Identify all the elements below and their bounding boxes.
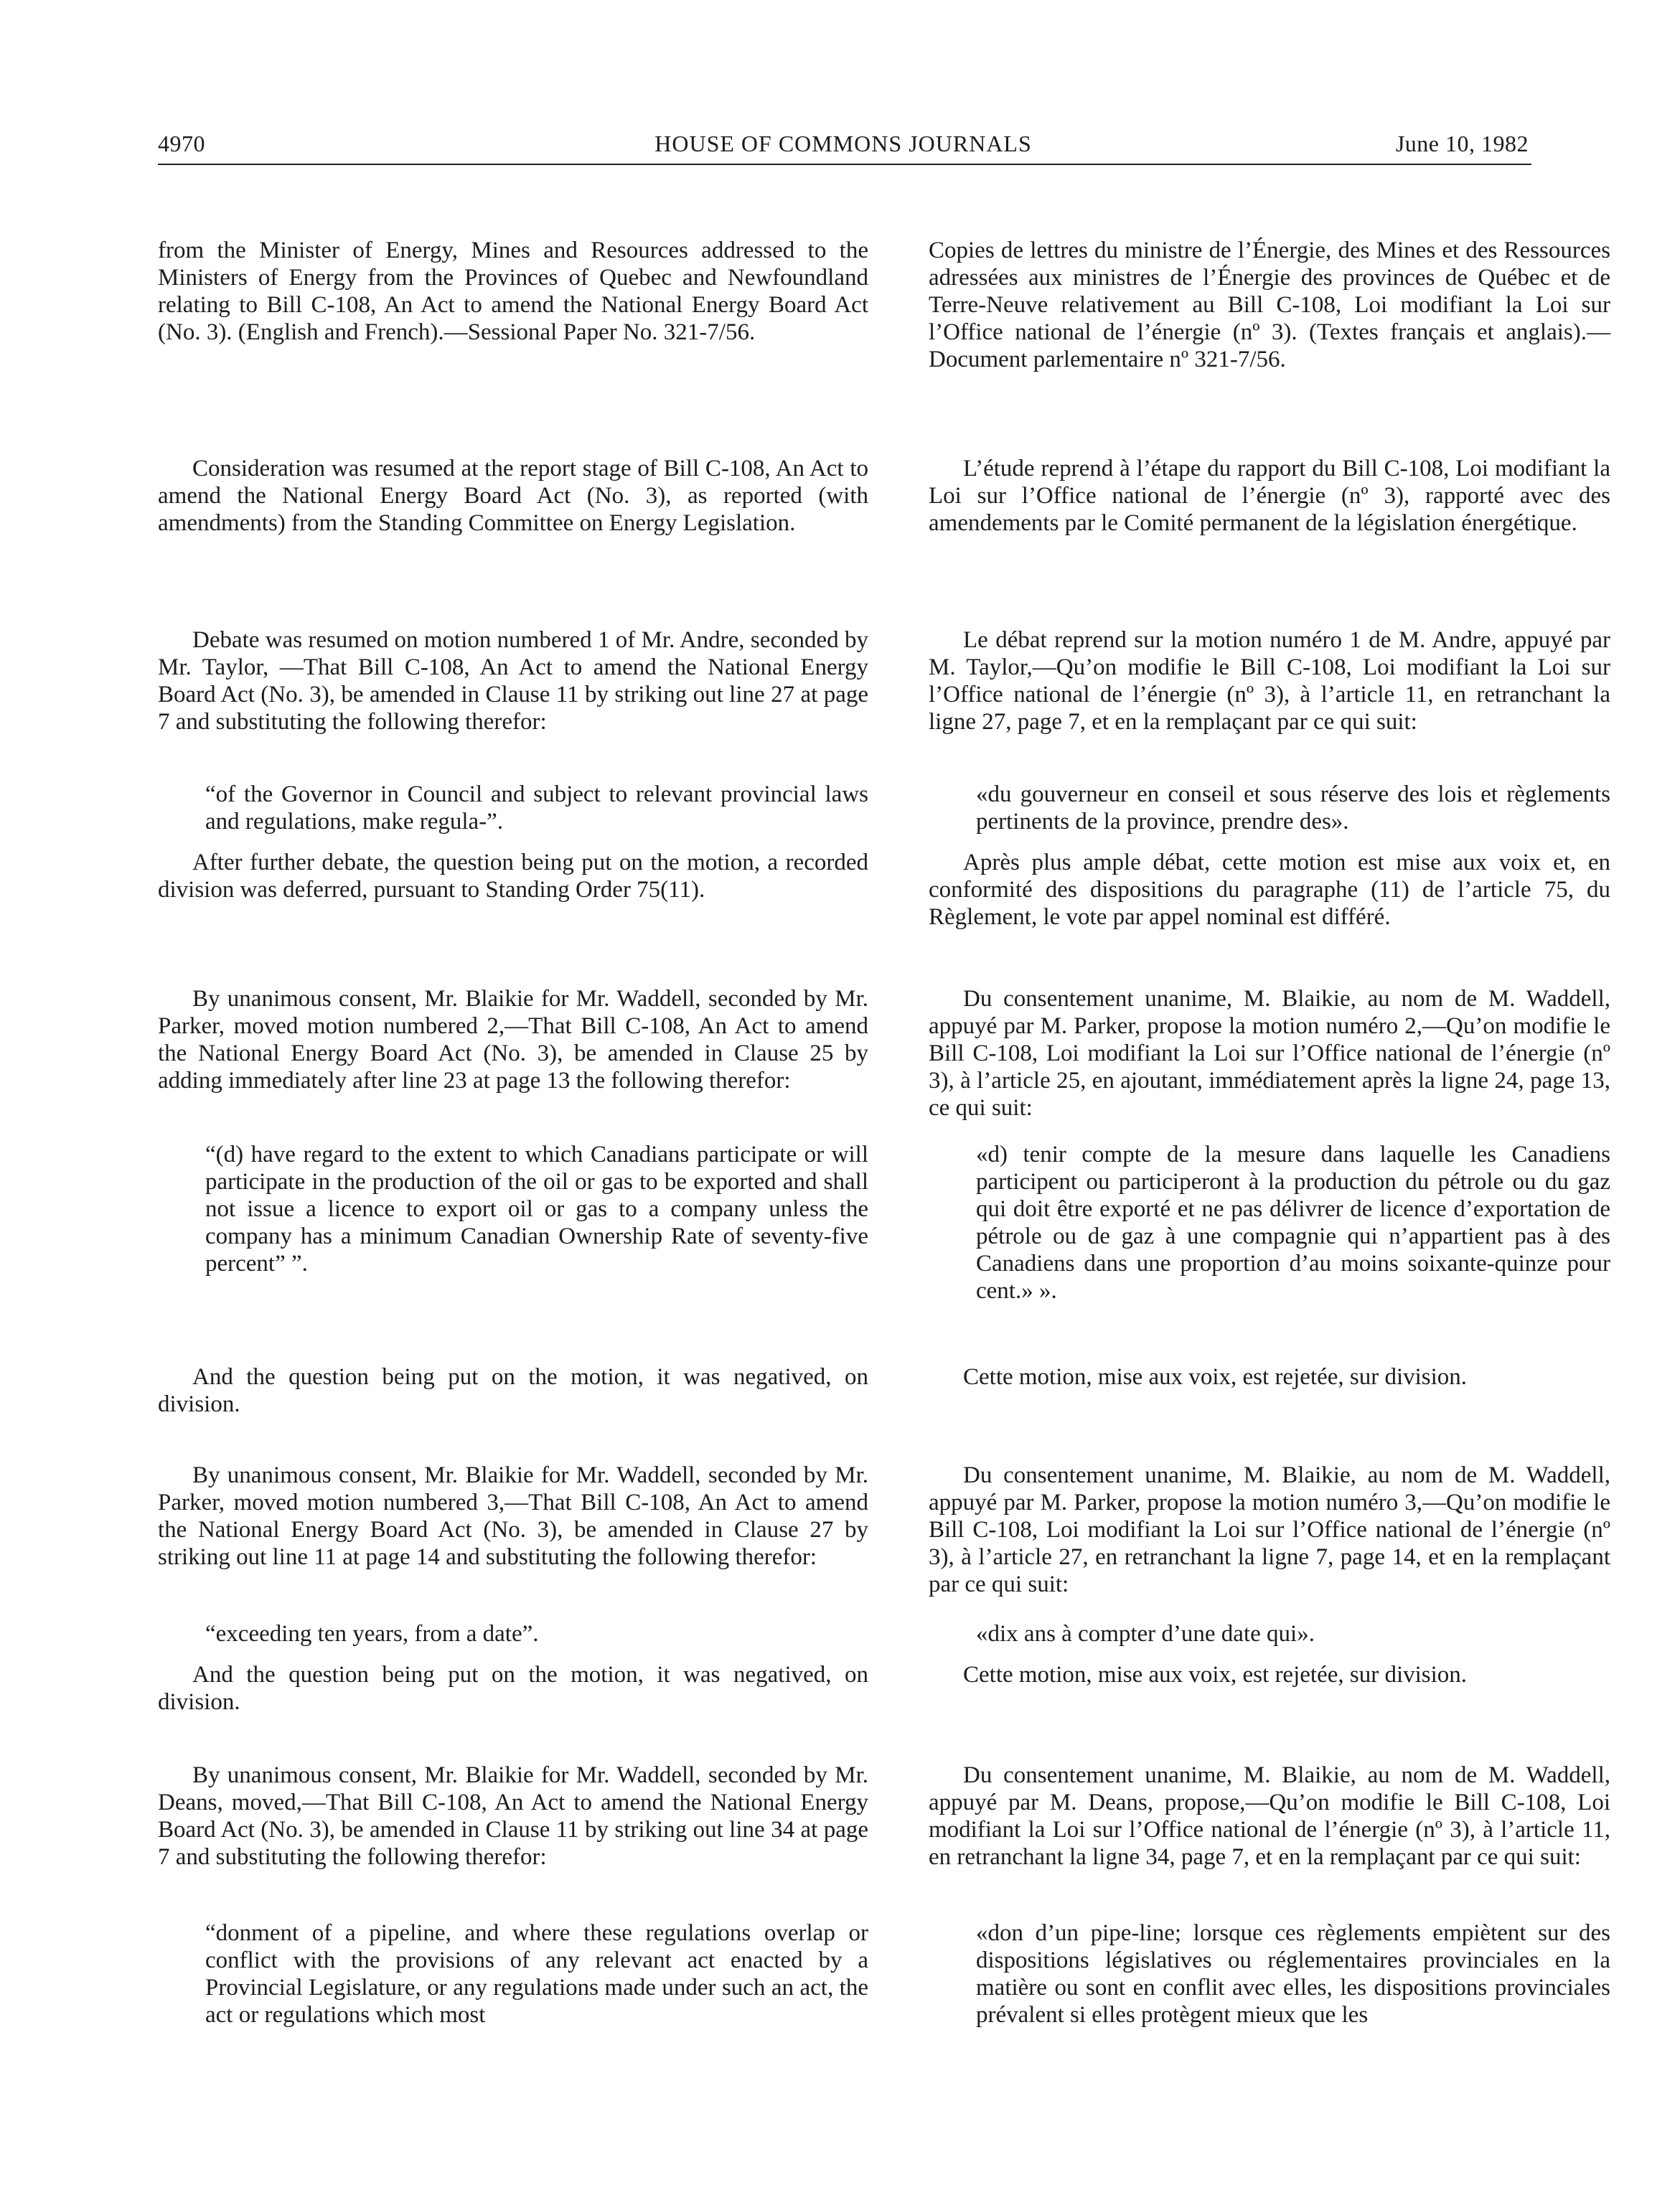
quoted-amendment: «d) tenir compte de la mesure dans laquelle les Canadiens participent ou participeront à la production du pétrole ou du gaz qui doit être exporté et ne pas délivrer de licence d’exportation de pétrole ou de gaz à une compagnie qui n’appartient pas à des Canadiens dans une proportion d’au moins soixante-quinze pour cent.» ». (976, 1142, 1610, 1304)
french-column (929, 237, 1610, 2074)
paragraph: Cette motion, mise aux voix, est rejetée, sur division. (963, 1364, 1468, 1390)
quoted-amendment: “donment of a pipeline, and where these regulations overlap or conflict with the provisions of any relevant act enacted by a Provincial Legislature, or any regulations made under such an act, the act or regulations which most (205, 1920, 868, 2028)
quoted-amendment: «dix ans à compter d’une date qui». (976, 1621, 1315, 1647)
paragraph: Consideration was resumed at the report stage of Bill C-108, An Act to amend the National Energy Board Act (No. 3), as reported (with amendments) from the Standing Committee on Energy Legislation. (158, 456, 868, 536)
paragraph: Du consentement unanime, M. Blaikie, au nom de M. Waddell, appuyé par M. Parker, propose la motion numéro 2,—Qu’on modifie le Bill C-108, Loi modifiant la Loi sur l’Office national de l’énergie (nº 3), à l’article 25, en ajoutant, immédiatement après la ligne 24, page 13, ce qui suit: (929, 986, 1610, 1121)
paragraph: Copies de lettres du ministre de l’Énergie, des Mines et des Ressources adressées aux ministres de l’Énergie des provinces de Québec et de Terre-Neuve relativement au Bill C-108, Loi modifiant la Loi sur l’Office national de l’énergie (nº 3). (Textes français et anglais).—Document parlementaire nº 321-7/56. (929, 238, 1610, 372)
paragraph: Du consentement unanime, M. Blaikie, au nom de M. Waddell, appuyé par M. Parker, propose la motion numéro 3,—Qu’on modifie le Bill C-108, Loi modifiant la Loi sur l’Office national de l’énergie (nº 3), à l’article 27, en retranchant la ligne 7, page 14, et en la remplaçant par ce qui suit: (929, 1462, 1610, 1597)
quoted-amendment: «du gouverneur en conseil et sous réserve des lois et règlements pertinents de la province, prendre des». (976, 781, 1610, 835)
paragraph: Debate was resumed on motion numbered 1 of Mr. Andre, seconded by Mr. Taylor, —That Bill C-108, An Act to amend the National Energy Board Act (No. 3), be amended in Clause 11 by striking out line 27 at page 7 and substituting the following therefor: (158, 627, 868, 735)
paragraph: And the question being put on the motion, it was negatived, on division. (158, 1364, 868, 1417)
quoted-amendment: “of the Governor in Council and subject to relevant provincial laws and regulations, make regula-”. (205, 781, 868, 835)
quoted-amendment: «don d’un pipe-line; lorsque ces règlements empiètent sur des dispositions législatives ou réglementaires provinciales en la matière ou sont en conflit avec elles, les dispositions provinciales prévalent si elles protègent mieux que les (976, 1920, 1610, 2028)
paragraph: By unanimous consent, Mr. Blaikie for Mr. Waddell, seconded by Mr. Parker, moved motion numbered 3,—That Bill C-108, An Act to amend the National Energy Board Act (No. 3), be amended in Clause 27 by striking out line 11 at page 14 and substituting the following therefor: (158, 1462, 868, 1570)
english-column (158, 237, 868, 2074)
paragraph: And the question being put on the motion, it was negatived, on division. (158, 1662, 868, 1715)
quoted-amendment: “(d) have regard to the extent to which Canadians participate or will participate in the production of the oil or gas to be exported and shall not issue a licence to export oil or gas to a company unless the company has a minimum Canadian Ownership Rate of seventy-five percent” ”. (205, 1142, 868, 1277)
paragraph: By unanimous consent, Mr. Blaikie for Mr. Waddell, seconded by Mr. Deans, moved,—That Bill C-108, An Act to amend the National Energy Board Act (No. 3), be amended in Clause 11 by striking out line 34 at page 7 and substituting the following therefor: (158, 1762, 868, 1870)
journal-date: June 10, 1982 (1395, 131, 1529, 156)
header-rule (158, 164, 1531, 165)
paragraph: Du consentement unanime, M. Blaikie, au nom de M. Waddell, appuyé par M. Deans, propose,—Qu’on modifie le Bill C-108, Loi modifiant la Loi sur l’Office national de l’énergie (nº 3), à l’article 11, en retranchant la ligne 34, page 7, et en la remplaçant par ce qui suit: (929, 1762, 1610, 1870)
quoted-amendment: “exceeding ten years, from a date”. (205, 1621, 539, 1647)
page-number: 4970 (158, 131, 205, 156)
paragraph: Le débat reprend sur la motion numéro 1 de M. Andre, appuyé par M. Taylor,—Qu’on modifie le Bill C-108, Loi modifiant la Loi sur l’Office national de l’énergie (nº 3), à l’article 11, en retranchant la ligne 27, page 7, et en la remplaçant par ce qui suit: (929, 627, 1610, 735)
paragraph: Après plus ample débat, cette motion est mise aux voix et, en conformité des dispositions du paragraphe (11) de l’article 75, du Règlement, le vote par appel nominal est différé. (929, 850, 1610, 930)
paragraph: By unanimous consent, Mr. Blaikie for Mr. Waddell, seconded by Mr. Parker, moved motion numbered 2,—That Bill C-108, An Act to amend the National Energy Board Act (No. 3), be amended in Clause 25 by adding immediately after line 23 at page 13 the following therefor: (158, 986, 868, 1094)
paragraph: from the Minister of Energy, Mines and Resources addressed to the Ministers of Energy from the Provinces of Quebec and Newfoundland relating to Bill C-108, An Act to amend the National Energy Board Act (No. 3). (English and French).—Sessional Paper No. 321-7/56. (158, 238, 868, 345)
paragraph: Cette motion, mise aux voix, est rejetée, sur division. (963, 1662, 1468, 1688)
journal-title: HOUSE OF COMMONS JOURNALS (654, 131, 1032, 156)
page-header (158, 126, 1529, 161)
paragraph: After further debate, the question being put on the motion, a recorded division was deferred, pursuant to Standing Order 75(11). (158, 850, 868, 903)
paragraph: L’étude reprend à l’étape du rapport du Bill C-108, Loi modifiant la Loi sur l’Office national de l’énergie (nº 3), rapporté avec des amendements par le Comité permanent de la législation énergétique. (929, 456, 1610, 536)
